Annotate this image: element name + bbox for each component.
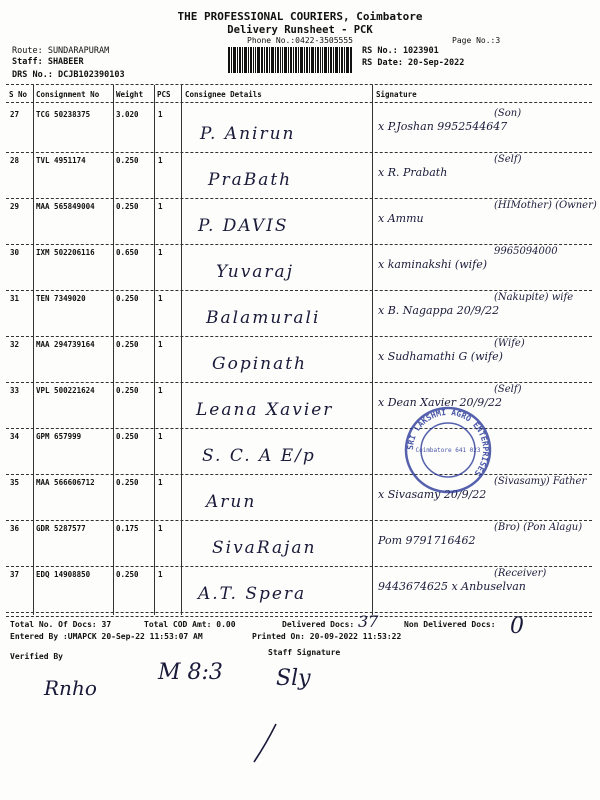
col-header-pcs: PCS <box>157 90 171 99</box>
row-separator <box>6 474 592 475</box>
company-title: THE PROFESSIONAL COURIERS, Coimbatore <box>177 10 423 23</box>
row-pcs: 1 <box>158 570 163 579</box>
staff-label: Staff: SHABEER <box>12 57 84 67</box>
row-receiver-relation: (Wife) <box>494 338 525 349</box>
row-consignment-no: MAA 294739164 <box>36 340 95 349</box>
row-receiver-signature: x B. Nagappa 20/9/22 <box>378 304 500 317</box>
pen-stroke-mark <box>250 722 280 766</box>
non-delivered-docs-label: Non Delivered Docs: <box>404 620 496 629</box>
row-receiver-signature: x R. Prabath <box>378 166 448 179</box>
row-weight: 0.250 <box>116 478 139 487</box>
row-receiver-signature: x P.Joshan 9952544647 <box>378 120 508 133</box>
row-sno: 37 <box>10 570 20 579</box>
staff-signature-label: Staff Signature <box>268 648 341 657</box>
row-sno: 31 <box>10 294 20 303</box>
col-header-signature: Signature <box>376 90 417 99</box>
row-weight: 0.250 <box>116 340 139 349</box>
stamp-center-text: Coimbatore 641 023 <box>415 447 481 454</box>
drs-number: DRS No.: DCJB102390103 <box>12 70 125 80</box>
row-sno: 35 <box>10 478 20 487</box>
row-consignment-no: VPL 500221624 <box>36 386 95 395</box>
verifier-signature-2: M 8:3 <box>158 660 223 685</box>
col-divider <box>181 85 182 615</box>
row-pcs: 1 <box>158 386 163 395</box>
stamp-ring-text: SRI LAKSHMI AGRO ENTERPRISES <box>405 407 491 478</box>
row-pcs: 1 <box>158 524 163 533</box>
row-sno: 28 <box>10 156 20 165</box>
col-divider <box>154 85 155 615</box>
row-weight: 3.020 <box>116 110 139 119</box>
row-consignee-handwritten: P. DAVIS <box>198 216 289 236</box>
sheet-title: Delivery Runsheet - PCK <box>227 24 373 36</box>
row-consignment-no: GDR 5287577 <box>36 524 86 533</box>
verifier-signature: Rnho <box>44 676 97 700</box>
row-separator <box>6 520 592 521</box>
row-receiver-signature: x kaminakshi (wife) <box>378 258 488 271</box>
delivered-docs-value: 37 <box>358 612 379 631</box>
route-label: Route: SUNDARAPURAM <box>12 46 110 56</box>
row-separator <box>6 152 592 153</box>
row-consignee-handwritten: Arun <box>206 492 257 512</box>
row-weight: 0.250 <box>116 156 139 165</box>
row-receiver-relation: (Son) <box>494 108 522 119</box>
rs-number: RS No.: 1023901 <box>362 46 439 56</box>
row-weight: 0.250 <box>116 570 139 579</box>
row-consignee-handwritten: PraBath <box>208 170 293 190</box>
non-delivered-docs-value: 0 <box>510 614 524 639</box>
row-receiver-relation: (Self) <box>494 384 522 395</box>
col-header-consignment: Consignment No <box>36 90 100 99</box>
row-consignee-handwritten: Yuvaraj <box>216 262 294 282</box>
row-separator <box>6 428 592 429</box>
row-weight: 0.250 <box>116 432 139 441</box>
row-sno: 33 <box>10 386 20 395</box>
col-divider <box>33 85 34 615</box>
row-separator <box>6 244 592 245</box>
row-receiver-signature: x Sivasamy 20/9/22 <box>378 488 487 501</box>
row-consignee-handwritten: S. C. A E/p <box>202 446 316 466</box>
col-divider <box>372 85 373 615</box>
row-receiver-relation: (HIMother) (Owner) <box>494 200 597 211</box>
row-separator <box>6 198 592 199</box>
row-sno: 27 <box>10 110 20 119</box>
col-divider <box>113 85 114 615</box>
row-consignee-handwritten: Gopinath <box>212 354 307 374</box>
col-header-consignee: Consignee Details <box>185 90 262 99</box>
row-separator <box>6 290 592 291</box>
row-receiver-signature: x Ammu <box>378 212 424 225</box>
delivered-docs-label: Delivered Docs: <box>282 620 355 629</box>
row-pcs: 1 <box>158 156 163 165</box>
row-weight: 0.650 <box>116 248 139 257</box>
row-receiver-signature: Pom 9791716462 <box>378 534 476 547</box>
col-header-weight: Weight <box>116 90 144 99</box>
row-weight: 0.250 <box>116 294 139 303</box>
row-receiver-relation: (Self) <box>494 154 522 165</box>
row-pcs: 1 <box>158 110 163 119</box>
row-consignee-handwritten: A.T. Spera <box>198 584 307 604</box>
row-consignment-no: TEN 7349020 <box>36 294 86 303</box>
row-consignee-handwritten: Balamurali <box>206 308 321 328</box>
row-consignee-handwritten: SivaRajan <box>212 538 317 558</box>
total-docs: Total No. Of Docs: 37 <box>10 620 112 629</box>
row-consignment-no: EDQ 14908850 <box>36 570 91 579</box>
row-weight: 0.250 <box>116 202 139 211</box>
row-weight: 0.175 <box>116 524 139 533</box>
total-cod: Total COD Amt: 0.00 <box>144 620 236 629</box>
row-receiver-signature: x Dean Xavier 20/9/22 <box>378 396 502 409</box>
row-receiver-relation: 9965094000 <box>494 246 558 257</box>
row-separator <box>6 336 592 337</box>
row-consignment-no: MAA 566606712 <box>36 478 95 487</box>
row-separator <box>6 382 592 383</box>
row-pcs: 1 <box>158 478 163 487</box>
entered-by: Entered By :UMAPCK 20-Sep-22 11:53:07 AM <box>10 632 203 641</box>
row-pcs: 1 <box>158 340 163 349</box>
table-top-rule <box>6 84 592 85</box>
page-number: Page No.:3 <box>452 36 501 45</box>
footer-rule <box>6 616 592 617</box>
row-pcs: 1 <box>158 294 163 303</box>
table-header-rule <box>6 102 592 103</box>
row-sno: 34 <box>10 432 20 441</box>
printed-on: Printed On: 20-09-2022 11:53:22 <box>252 632 402 641</box>
row-sno: 32 <box>10 340 20 349</box>
row-separator <box>6 612 592 613</box>
row-consignment-no: GPM 657999 <box>36 432 82 441</box>
company-stamp <box>402 404 494 496</box>
row-receiver-relation: (Receiver) <box>494 568 547 579</box>
row-receiver-relation: (Nakupite) wife <box>494 292 574 303</box>
row-pcs: 1 <box>158 432 163 441</box>
row-pcs: 1 <box>158 202 163 211</box>
row-weight: 0.250 <box>116 386 139 395</box>
row-receiver-relation: (Sivasamy) Father <box>494 476 587 487</box>
staff-signature: Sly <box>276 666 311 691</box>
rs-date: RS Date: 20-Sep-2022 <box>362 58 465 68</box>
row-consignee-handwritten: P. Anirun <box>200 124 296 144</box>
row-consignee-handwritten: Leana Xavier <box>196 400 334 420</box>
row-receiver-signature: 9443674625 x Anbuselvan <box>378 580 526 593</box>
row-pcs: 1 <box>158 248 163 257</box>
row-receiver-signature: x Sudhamathi G (wife) <box>378 350 503 363</box>
row-sno: 30 <box>10 248 20 257</box>
row-sno: 36 <box>10 524 20 533</box>
phone-number: Phone No.:0422-3505555 <box>247 36 353 45</box>
verified-by-label: Verified By <box>10 652 63 661</box>
row-consignment-no: MAA 565849004 <box>36 202 95 211</box>
row-consignment-no: TVL 4951174 <box>36 156 86 165</box>
barcode-image <box>228 47 352 73</box>
row-separator <box>6 566 592 567</box>
row-consignment-no: TCG 50238375 <box>36 110 91 119</box>
row-consignment-no: IXM 502206116 <box>36 248 95 257</box>
col-header-sno: S No <box>9 90 28 99</box>
row-sno: 29 <box>10 202 20 211</box>
row-receiver-relation: (Bro) (Pon Alagu) <box>494 522 583 533</box>
